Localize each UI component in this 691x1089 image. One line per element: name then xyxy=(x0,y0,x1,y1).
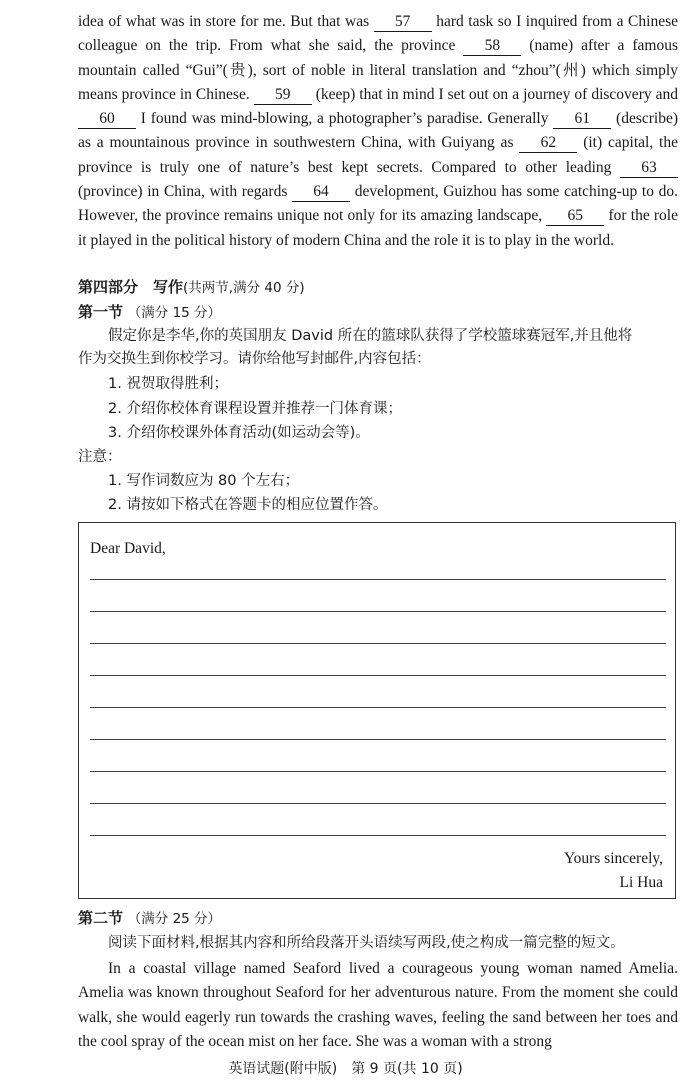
passage-text: (it) capital, the province is truly one of nature’s best kept secrets. Compared to other leading xyxy=(78,134,678,176)
passage-text: development, Guizhou has some catching-up to do. However, the province remains unique not only for its amazing landscape, xyxy=(78,183,678,225)
cloze-passage xyxy=(78,10,678,253)
writing-line xyxy=(90,675,666,676)
part4-heading xyxy=(78,276,305,299)
passage-text: I found was mind-blowing, a photographer’s paradise. Generally xyxy=(136,110,554,128)
passage-text: hard task so I inquired from a Chinese colleague on the trip. From what she said, the province xyxy=(78,13,678,55)
story-text: In a coastal village named Seaford lived a courageous young woman named Amelia. Amelia was known throughout Seaford for her adventurous nature. From the moment she could walk, she would eagerly run towards the crashing waves, feeling the sand between her toes and the cool spray of the ocean mist on her face. She was a woman with a strong xyxy=(78,960,678,1050)
passage-text: (describe) as a mountainous province in southwestern China, with Guiyang as xyxy=(78,110,678,152)
blank-59: 59 xyxy=(254,86,312,105)
note-item-1: 1. 写作词数应为 80 个左右； xyxy=(108,473,300,489)
blank-62: 62 xyxy=(519,134,577,153)
blank-63: 63 xyxy=(620,159,678,178)
part4-meta: (共两节,满分 40 分) xyxy=(183,280,305,296)
writing-line xyxy=(90,835,666,836)
blank-64: 64 xyxy=(292,183,350,202)
blank-57: 57 xyxy=(374,13,432,32)
writing-line xyxy=(90,739,666,740)
passage-text: (name) after a famous mountain called “Gui”(贵), sort of noble in literal translation and “zhou”(州) which simply means province in Chinese. xyxy=(78,37,678,103)
letter-answer-box xyxy=(78,522,676,899)
section2-heading xyxy=(78,907,221,930)
continuation-instruction: 阅读下面材料,根据其内容和所给段落开头语续写两段,使之构成一篇完整的短文。 xyxy=(108,935,625,951)
letter-greeting: Dear David, xyxy=(90,540,166,557)
blank-65: 65 xyxy=(546,207,604,226)
note-item-2: 2. 请按如下格式在答题卡的相应位置作答。 xyxy=(108,497,388,513)
page-footer: 英语试题(附中版) 第 9 页(共 10 页) xyxy=(228,1061,463,1077)
writing-line xyxy=(90,803,666,804)
writing-line xyxy=(90,579,666,580)
writing-line xyxy=(90,771,666,772)
letter-closing: Yours sincerely, xyxy=(563,850,663,867)
passage-text: for the role it played in the political history of modern China and the role it is to play in the world. xyxy=(78,207,678,249)
prompt-item-1: 1. 祝贺取得胜利； xyxy=(108,376,228,392)
writing-line xyxy=(90,611,666,612)
section1-heading xyxy=(78,301,221,324)
section1-meta: （满分 15 分） xyxy=(127,305,222,321)
passage-text: (keep) that in mind I set out on a journey of discovery and xyxy=(311,85,678,103)
writing-prompt-line-1: 假定你是李华,你的英国朋友 David 所在的篮球队获得了学校篮球赛冠军,并且他将 xyxy=(108,328,633,344)
passage-text: (province) in China, with regards xyxy=(78,183,293,201)
passage-text: idea of what was in store for me. But that was xyxy=(78,13,374,30)
writing-line xyxy=(90,707,666,708)
prompt-item-3: 3. 介绍你校课外体育活动(如运动会等)。 xyxy=(108,425,370,441)
blank-60: 60 xyxy=(78,110,136,129)
story-passage xyxy=(78,957,678,1054)
blank-58: 58 xyxy=(463,37,521,56)
section1-title: 第一节 xyxy=(78,303,124,321)
section2-title: 第二节 xyxy=(78,909,124,927)
writing-prompt-line-2: 作为交换生到你校学习。请你给他写封邮件,内容包括： xyxy=(78,351,431,367)
writing-line xyxy=(90,643,666,644)
section2-meta: （满分 25 分） xyxy=(127,911,222,927)
blank-61: 61 xyxy=(553,110,611,129)
note-label: 注意： xyxy=(78,449,122,465)
prompt-item-2: 2. 介绍你校体育课程设置并推荐一门体育课； xyxy=(108,401,402,417)
part4-title: 第四部分 写作 xyxy=(78,278,184,296)
letter-signature: Li Hua xyxy=(619,874,663,891)
